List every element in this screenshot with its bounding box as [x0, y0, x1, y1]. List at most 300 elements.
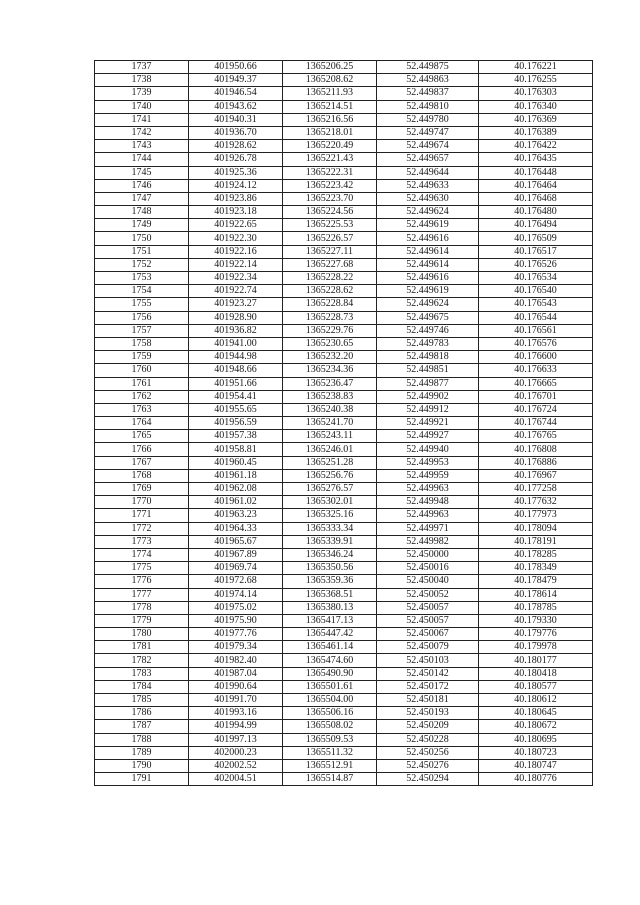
table-row	[95, 694, 593, 707]
x-coordinate-cell: 401923.86	[189, 192, 283, 205]
latitude-cell: 52.449619	[377, 285, 479, 298]
point-number-cell: 1769	[95, 483, 189, 496]
y-coordinate-cell: 1365508.02	[283, 720, 377, 733]
longitude-cell: 40.177632	[479, 496, 593, 509]
x-coordinate-cell: 401962.08	[189, 483, 283, 496]
point-number-cell: 1752	[95, 258, 189, 271]
longitude-cell: 40.176435	[479, 153, 593, 166]
y-coordinate-cell: 1365214.51	[283, 100, 377, 113]
longitude-cell: 40.178094	[479, 522, 593, 535]
y-coordinate-cell: 1365501.61	[283, 680, 377, 693]
x-coordinate-cell: 401936.82	[189, 324, 283, 337]
y-coordinate-cell: 1365256.76	[283, 469, 377, 482]
table-row	[95, 601, 593, 614]
latitude-cell: 52.450276	[377, 759, 479, 772]
longitude-cell: 40.180612	[479, 694, 593, 707]
table-row	[95, 206, 593, 219]
point-number-cell: 1786	[95, 707, 189, 720]
point-number-cell: 1746	[95, 179, 189, 192]
x-coordinate-cell: 402002.52	[189, 759, 283, 772]
point-number-cell: 1763	[95, 403, 189, 416]
longitude-cell: 40.176561	[479, 324, 593, 337]
latitude-cell: 52.449810	[377, 100, 479, 113]
longitude-cell: 40.178479	[479, 575, 593, 588]
point-number-cell: 1760	[95, 364, 189, 377]
x-coordinate-cell: 401982.40	[189, 654, 283, 667]
latitude-cell: 52.449902	[377, 390, 479, 403]
longitude-cell: 40.176540	[479, 285, 593, 298]
latitude-cell: 52.450256	[377, 746, 479, 759]
x-coordinate-cell: 401951.66	[189, 377, 283, 390]
x-coordinate-cell: 401958.81	[189, 443, 283, 456]
table-row	[95, 443, 593, 456]
latitude-cell: 52.450067	[377, 628, 479, 641]
point-number-cell: 1744	[95, 153, 189, 166]
y-coordinate-cell: 1365208.62	[283, 74, 377, 87]
y-coordinate-cell: 1365227.11	[283, 245, 377, 258]
table-row	[95, 219, 593, 232]
longitude-cell: 40.179330	[479, 614, 593, 627]
point-number-cell: 1788	[95, 733, 189, 746]
latitude-cell: 52.449674	[377, 140, 479, 153]
latitude-cell: 52.449624	[377, 206, 479, 219]
point-number-cell: 1784	[95, 680, 189, 693]
x-coordinate-cell: 401977.76	[189, 628, 283, 641]
x-coordinate-cell: 401924.12	[189, 179, 283, 192]
y-coordinate-cell: 1365220.49	[283, 140, 377, 153]
point-number-cell: 1758	[95, 337, 189, 350]
table-row	[95, 377, 593, 390]
x-coordinate-cell: 401922.34	[189, 272, 283, 285]
x-coordinate-cell: 402000.23	[189, 746, 283, 759]
longitude-cell: 40.176544	[479, 311, 593, 324]
longitude-cell: 40.176494	[479, 219, 593, 232]
y-coordinate-cell: 1365224.56	[283, 206, 377, 219]
longitude-cell: 40.176221	[479, 61, 593, 74]
latitude-cell: 52.449921	[377, 417, 479, 430]
y-coordinate-cell: 1365229.76	[283, 324, 377, 337]
x-coordinate-cell: 401979.34	[189, 641, 283, 654]
point-number-cell: 1753	[95, 272, 189, 285]
latitude-cell: 52.450052	[377, 588, 479, 601]
x-coordinate-cell: 401997.13	[189, 733, 283, 746]
x-coordinate-cell: 401967.89	[189, 548, 283, 561]
latitude-cell: 52.449657	[377, 153, 479, 166]
point-number-cell: 1757	[95, 324, 189, 337]
point-number-cell: 1743	[95, 140, 189, 153]
latitude-cell: 52.449837	[377, 87, 479, 100]
latitude-cell: 52.449746	[377, 324, 479, 337]
point-number-cell: 1778	[95, 601, 189, 614]
y-coordinate-cell: 1365232.20	[283, 351, 377, 364]
x-coordinate-cell: 401923.27	[189, 298, 283, 311]
table-row	[95, 773, 593, 786]
table-row	[95, 614, 593, 627]
longitude-cell: 40.176576	[479, 337, 593, 350]
longitude-cell: 40.176744	[479, 417, 593, 430]
point-number-cell: 1766	[95, 443, 189, 456]
table-row	[95, 100, 593, 113]
y-coordinate-cell: 1365211.93	[283, 87, 377, 100]
y-coordinate-cell: 1365221.43	[283, 153, 377, 166]
longitude-cell: 40.176369	[479, 113, 593, 126]
table-row	[95, 496, 593, 509]
table-row	[95, 74, 593, 87]
table-row	[95, 759, 593, 772]
point-number-cell: 1790	[95, 759, 189, 772]
table-row	[95, 140, 593, 153]
table-row	[95, 562, 593, 575]
table-row	[95, 654, 593, 667]
point-number-cell: 1785	[95, 694, 189, 707]
y-coordinate-cell: 1365246.01	[283, 443, 377, 456]
point-number-cell: 1774	[95, 548, 189, 561]
point-number-cell: 1770	[95, 496, 189, 509]
point-number-cell: 1754	[95, 285, 189, 298]
longitude-cell: 40.180776	[479, 773, 593, 786]
y-coordinate-cell: 1365223.42	[283, 179, 377, 192]
longitude-cell: 40.176886	[479, 456, 593, 469]
table-row	[95, 272, 593, 285]
longitude-cell: 40.176808	[479, 443, 593, 456]
y-coordinate-cell: 1365216.56	[283, 113, 377, 126]
y-coordinate-cell: 1365243.11	[283, 430, 377, 443]
latitude-cell: 52.449948	[377, 496, 479, 509]
latitude-cell: 52.449783	[377, 337, 479, 350]
point-number-cell: 1749	[95, 219, 189, 232]
table-row	[95, 417, 593, 430]
table-row	[95, 87, 593, 100]
point-number-cell: 1764	[95, 417, 189, 430]
table-row	[95, 509, 593, 522]
point-number-cell: 1773	[95, 535, 189, 548]
x-coordinate-cell: 401950.66	[189, 61, 283, 74]
x-coordinate-cell: 401923.18	[189, 206, 283, 219]
longitude-cell: 40.176600	[479, 351, 593, 364]
point-number-cell: 1779	[95, 614, 189, 627]
point-number-cell: 1771	[95, 509, 189, 522]
x-coordinate-cell: 401956.59	[189, 417, 283, 430]
latitude-cell: 52.449851	[377, 364, 479, 377]
point-number-cell: 1765	[95, 430, 189, 443]
point-number-cell: 1741	[95, 113, 189, 126]
y-coordinate-cell: 1365226.57	[283, 232, 377, 245]
y-coordinate-cell: 1365240.38	[283, 403, 377, 416]
longitude-cell: 40.179776	[479, 628, 593, 641]
y-coordinate-cell: 1365346.24	[283, 548, 377, 561]
table-row	[95, 522, 593, 535]
point-number-cell: 1750	[95, 232, 189, 245]
latitude-cell: 52.450057	[377, 601, 479, 614]
longitude-cell: 40.176303	[479, 87, 593, 100]
table-row	[95, 641, 593, 654]
latitude-cell: 52.449959	[377, 469, 479, 482]
x-coordinate-cell: 401991.70	[189, 694, 283, 707]
latitude-cell: 52.449644	[377, 166, 479, 179]
point-number-cell: 1789	[95, 746, 189, 759]
longitude-cell: 40.176468	[479, 192, 593, 205]
x-coordinate-cell: 401936.70	[189, 126, 283, 139]
longitude-cell: 40.178349	[479, 562, 593, 575]
point-number-cell: 1780	[95, 628, 189, 641]
y-coordinate-cell: 1365350.56	[283, 562, 377, 575]
table-row	[95, 285, 593, 298]
longitude-cell: 40.180177	[479, 654, 593, 667]
table-row	[95, 126, 593, 139]
latitude-cell: 52.450209	[377, 720, 479, 733]
table-row	[95, 351, 593, 364]
table-row	[95, 324, 593, 337]
latitude-cell: 52.449971	[377, 522, 479, 535]
x-coordinate-cell: 401975.90	[189, 614, 283, 627]
y-coordinate-cell: 1365512.91	[283, 759, 377, 772]
latitude-cell: 52.449675	[377, 311, 479, 324]
point-number-cell: 1756	[95, 311, 189, 324]
y-coordinate-cell: 1365511.32	[283, 746, 377, 759]
coordinates-table-body	[95, 61, 593, 786]
table-row	[95, 720, 593, 733]
x-coordinate-cell: 401941.00	[189, 337, 283, 350]
table-row	[95, 588, 593, 601]
x-coordinate-cell: 401974.14	[189, 588, 283, 601]
latitude-cell: 52.449963	[377, 483, 479, 496]
x-coordinate-cell: 401964.33	[189, 522, 283, 535]
x-coordinate-cell: 401922.65	[189, 219, 283, 232]
y-coordinate-cell: 1365251.28	[283, 456, 377, 469]
latitude-cell: 52.449877	[377, 377, 479, 390]
longitude-cell: 40.178785	[479, 601, 593, 614]
longitude-cell: 40.178285	[479, 548, 593, 561]
x-coordinate-cell: 401961.18	[189, 469, 283, 482]
longitude-cell: 40.176967	[479, 469, 593, 482]
longitude-cell: 40.176422	[479, 140, 593, 153]
x-coordinate-cell: 401957.38	[189, 430, 283, 443]
y-coordinate-cell: 1365228.22	[283, 272, 377, 285]
point-number-cell: 1775	[95, 562, 189, 575]
y-coordinate-cell: 1365230.65	[283, 337, 377, 350]
latitude-cell: 52.449747	[377, 126, 479, 139]
longitude-cell: 40.177258	[479, 483, 593, 496]
latitude-cell: 52.450181	[377, 694, 479, 707]
latitude-cell: 52.449616	[377, 232, 479, 245]
table-row	[95, 430, 593, 443]
x-coordinate-cell: 401926.78	[189, 153, 283, 166]
point-number-cell: 1755	[95, 298, 189, 311]
x-coordinate-cell: 401922.30	[189, 232, 283, 245]
longitude-cell: 40.176340	[479, 100, 593, 113]
table-row	[95, 364, 593, 377]
coordinates-table	[94, 60, 593, 786]
table-row	[95, 337, 593, 350]
point-number-cell: 1740	[95, 100, 189, 113]
x-coordinate-cell: 401922.14	[189, 258, 283, 271]
point-number-cell: 1738	[95, 74, 189, 87]
point-number-cell: 1759	[95, 351, 189, 364]
y-coordinate-cell: 1365325.16	[283, 509, 377, 522]
point-number-cell: 1791	[95, 773, 189, 786]
latitude-cell: 52.449953	[377, 456, 479, 469]
longitude-cell: 40.176765	[479, 430, 593, 443]
latitude-cell: 52.450228	[377, 733, 479, 746]
table-row	[95, 707, 593, 720]
point-number-cell: 1748	[95, 206, 189, 219]
point-number-cell: 1751	[95, 245, 189, 258]
table-row	[95, 232, 593, 245]
longitude-cell: 40.180723	[479, 746, 593, 759]
table-row	[95, 298, 593, 311]
point-number-cell: 1742	[95, 126, 189, 139]
longitude-cell: 40.176543	[479, 298, 593, 311]
longitude-cell: 40.178191	[479, 535, 593, 548]
latitude-cell: 52.449927	[377, 430, 479, 443]
y-coordinate-cell: 1365461.14	[283, 641, 377, 654]
longitude-cell: 40.178614	[479, 588, 593, 601]
longitude-cell: 40.180645	[479, 707, 593, 720]
table-row	[95, 548, 593, 561]
x-coordinate-cell: 401990.64	[189, 680, 283, 693]
longitude-cell: 40.176480	[479, 206, 593, 219]
latitude-cell: 52.450294	[377, 773, 479, 786]
x-coordinate-cell: 401922.74	[189, 285, 283, 298]
x-coordinate-cell: 401960.45	[189, 456, 283, 469]
longitude-cell: 40.179978	[479, 641, 593, 654]
point-number-cell: 1787	[95, 720, 189, 733]
longitude-cell: 40.176509	[479, 232, 593, 245]
latitude-cell: 52.449616	[377, 272, 479, 285]
longitude-cell: 40.177973	[479, 509, 593, 522]
point-number-cell: 1739	[95, 87, 189, 100]
table-row	[95, 245, 593, 258]
point-number-cell: 1768	[95, 469, 189, 482]
table-row	[95, 61, 593, 74]
point-number-cell: 1767	[95, 456, 189, 469]
point-number-cell: 1745	[95, 166, 189, 179]
table-row	[95, 575, 593, 588]
table-row	[95, 628, 593, 641]
y-coordinate-cell: 1365238.83	[283, 390, 377, 403]
y-coordinate-cell: 1365236.47	[283, 377, 377, 390]
latitude-cell: 52.449912	[377, 403, 479, 416]
table-row	[95, 733, 593, 746]
y-coordinate-cell: 1365333.34	[283, 522, 377, 535]
y-coordinate-cell: 1365339.91	[283, 535, 377, 548]
table-row	[95, 390, 593, 403]
y-coordinate-cell: 1365241.70	[283, 417, 377, 430]
table-row	[95, 153, 593, 166]
point-number-cell: 1776	[95, 575, 189, 588]
point-number-cell: 1781	[95, 641, 189, 654]
y-coordinate-cell: 1365474.60	[283, 654, 377, 667]
y-coordinate-cell: 1365218.01	[283, 126, 377, 139]
table-row	[95, 667, 593, 680]
longitude-cell: 40.176701	[479, 390, 593, 403]
x-coordinate-cell: 401987.04	[189, 667, 283, 680]
point-number-cell: 1777	[95, 588, 189, 601]
y-coordinate-cell: 1365504.00	[283, 694, 377, 707]
y-coordinate-cell: 1365228.62	[283, 285, 377, 298]
table-row	[95, 483, 593, 496]
latitude-cell: 52.450193	[377, 707, 479, 720]
x-coordinate-cell: 401946.54	[189, 87, 283, 100]
y-coordinate-cell: 1365506.16	[283, 707, 377, 720]
latitude-cell: 52.449963	[377, 509, 479, 522]
y-coordinate-cell: 1365206.25	[283, 61, 377, 74]
x-coordinate-cell: 401940.31	[189, 113, 283, 126]
x-coordinate-cell: 402004.51	[189, 773, 283, 786]
latitude-cell: 52.450079	[377, 641, 479, 654]
latitude-cell: 52.449982	[377, 535, 479, 548]
table-row	[95, 746, 593, 759]
longitude-cell: 40.176517	[479, 245, 593, 258]
longitude-cell: 40.176526	[479, 258, 593, 271]
x-coordinate-cell: 401928.90	[189, 311, 283, 324]
x-coordinate-cell: 401963.23	[189, 509, 283, 522]
point-number-cell: 1737	[95, 61, 189, 74]
longitude-cell: 40.176724	[479, 403, 593, 416]
y-coordinate-cell: 1365234.36	[283, 364, 377, 377]
table-row	[95, 456, 593, 469]
x-coordinate-cell: 401928.62	[189, 140, 283, 153]
y-coordinate-cell: 1365380.13	[283, 601, 377, 614]
y-coordinate-cell: 1365368.51	[283, 588, 377, 601]
longitude-cell: 40.176448	[479, 166, 593, 179]
table-row	[95, 469, 593, 482]
y-coordinate-cell: 1365223.70	[283, 192, 377, 205]
y-coordinate-cell: 1365514.87	[283, 773, 377, 786]
x-coordinate-cell: 401949.37	[189, 74, 283, 87]
latitude-cell: 52.450057	[377, 614, 479, 627]
x-coordinate-cell: 401975.02	[189, 601, 283, 614]
longitude-cell: 40.176534	[479, 272, 593, 285]
latitude-cell: 52.449614	[377, 258, 479, 271]
latitude-cell: 52.449614	[377, 245, 479, 258]
point-number-cell: 1782	[95, 654, 189, 667]
longitude-cell: 40.180418	[479, 667, 593, 680]
longitude-cell: 40.176255	[479, 74, 593, 87]
point-number-cell: 1747	[95, 192, 189, 205]
x-coordinate-cell: 401969.74	[189, 562, 283, 575]
x-coordinate-cell: 401948.66	[189, 364, 283, 377]
x-coordinate-cell: 401943.62	[189, 100, 283, 113]
latitude-cell: 52.449875	[377, 61, 479, 74]
latitude-cell: 52.450016	[377, 562, 479, 575]
longitude-cell: 40.176464	[479, 179, 593, 192]
x-coordinate-cell: 401961.02	[189, 496, 283, 509]
latitude-cell: 52.449624	[377, 298, 479, 311]
y-coordinate-cell: 1365227.68	[283, 258, 377, 271]
latitude-cell: 52.449619	[377, 219, 479, 232]
latitude-cell: 52.450103	[377, 654, 479, 667]
table-row	[95, 192, 593, 205]
point-number-cell: 1762	[95, 390, 189, 403]
y-coordinate-cell: 1365359.36	[283, 575, 377, 588]
latitude-cell: 52.450142	[377, 667, 479, 680]
longitude-cell: 40.180672	[479, 720, 593, 733]
x-coordinate-cell: 401944.98	[189, 351, 283, 364]
x-coordinate-cell: 401972.68	[189, 575, 283, 588]
longitude-cell: 40.176389	[479, 126, 593, 139]
x-coordinate-cell: 401954.41	[189, 390, 283, 403]
x-coordinate-cell: 401965.67	[189, 535, 283, 548]
y-coordinate-cell: 1365276.57	[283, 483, 377, 496]
point-number-cell: 1761	[95, 377, 189, 390]
x-coordinate-cell: 401925.36	[189, 166, 283, 179]
table-row	[95, 535, 593, 548]
latitude-cell: 52.449818	[377, 351, 479, 364]
latitude-cell: 52.449630	[377, 192, 479, 205]
y-coordinate-cell: 1365228.73	[283, 311, 377, 324]
longitude-cell: 40.176633	[479, 364, 593, 377]
